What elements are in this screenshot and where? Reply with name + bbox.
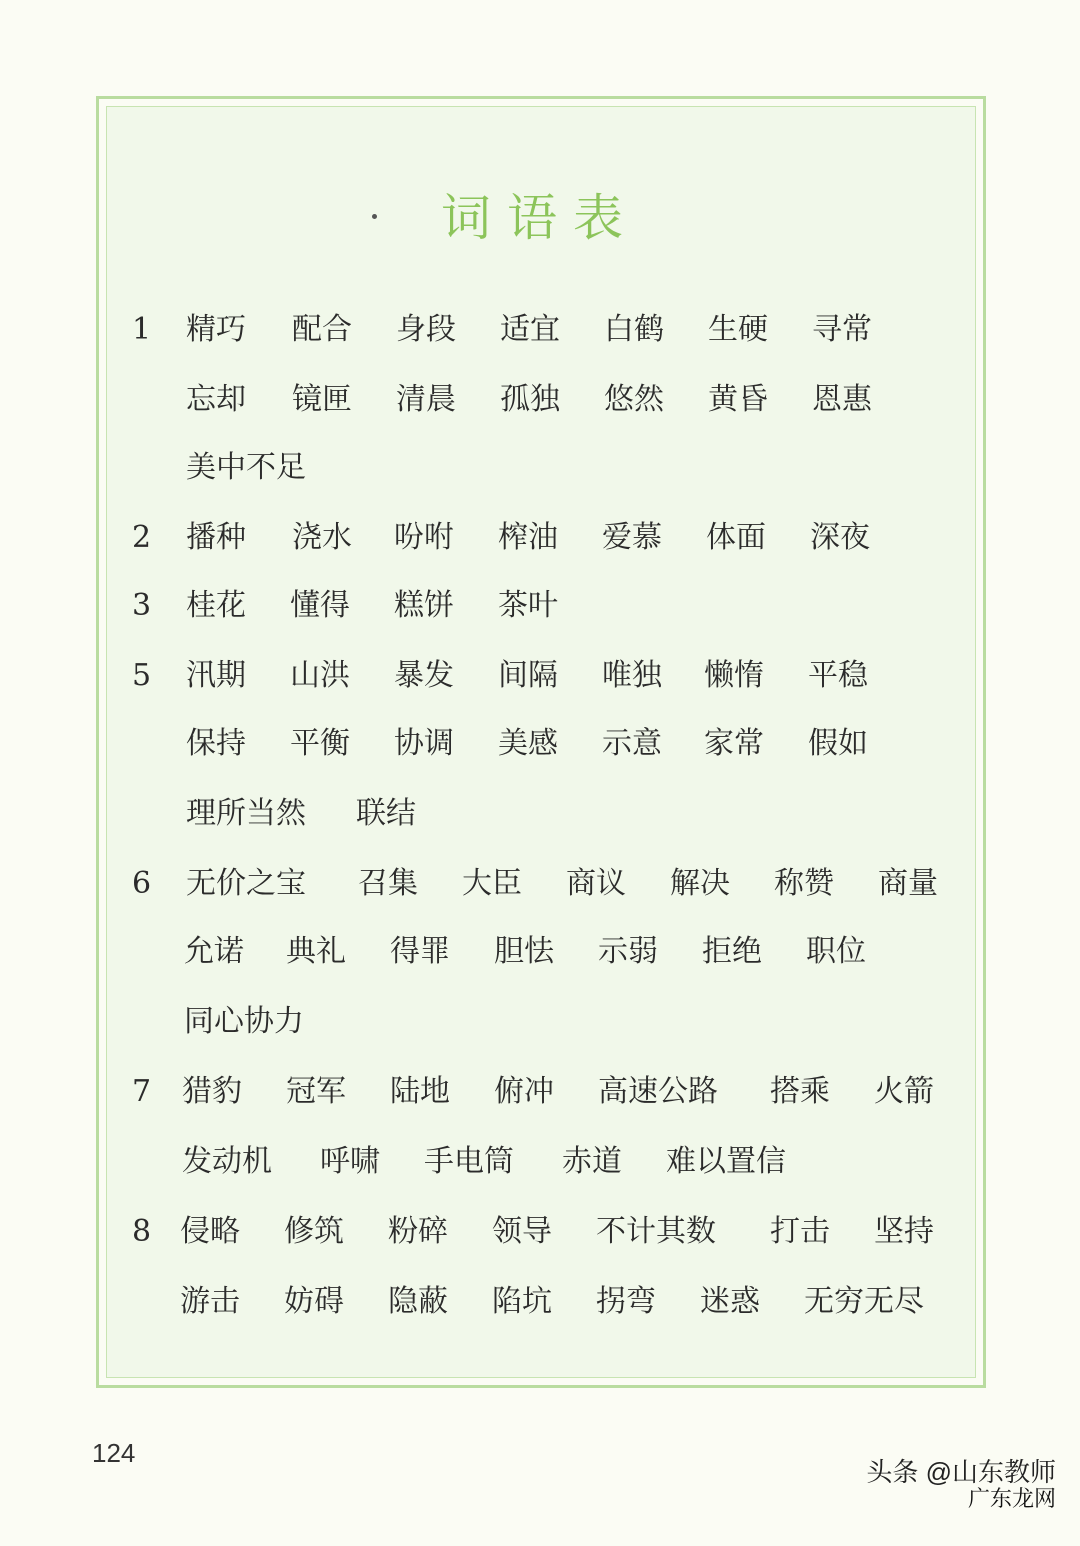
vocab-word: 商量 <box>878 866 938 901</box>
vocab-word: 俯冲 <box>494 1074 554 1109</box>
vocab-word: 理所当然 <box>186 796 306 831</box>
vocab-word: 忘却 <box>186 382 246 417</box>
vocab-word: 隐蔽 <box>388 1284 448 1319</box>
vocab-word: 精巧 <box>186 312 246 347</box>
vocab-word: 陆地 <box>390 1074 450 1109</box>
vocab-word: 配合 <box>292 312 352 347</box>
page-title: 词语表 <box>441 189 639 247</box>
vocab-word: 间隔 <box>498 658 558 693</box>
vocab-row <box>0 926 1080 978</box>
vocab-word: 坚持 <box>874 1214 934 1249</box>
vocab-word: 吩咐 <box>394 520 454 555</box>
vocab-word: 示弱 <box>598 934 658 969</box>
vocab-word: 平衡 <box>290 726 350 761</box>
vocab-word: 体面 <box>706 520 766 555</box>
vocab-word: 联结 <box>356 796 416 831</box>
vocab-word: 不计其数 <box>596 1214 716 1249</box>
vocab-word: 爱慕 <box>602 520 662 555</box>
vocab-word: 大臣 <box>462 866 522 901</box>
vocab-word: 陷坑 <box>492 1284 552 1319</box>
vocab-row <box>0 374 1080 426</box>
vocab-word: 火箭 <box>874 1074 934 1109</box>
vocab-word: 解决 <box>670 866 730 901</box>
vocab-word: 无穷无尽 <box>804 1284 924 1319</box>
vocab-word: 商议 <box>566 866 626 901</box>
vocab-word: 拐弯 <box>596 1284 656 1319</box>
vocab-row <box>0 996 1080 1048</box>
vocab-word: 山洪 <box>290 658 350 693</box>
lesson-number: 8 <box>132 1214 152 1249</box>
vocab-word: 无价之宝 <box>186 866 306 901</box>
vocab-word: 糕饼 <box>394 588 454 623</box>
vocab-word: 手电筒 <box>424 1144 514 1179</box>
watermark-line2: 广东龙网 <box>967 1486 1056 1511</box>
vocab-row <box>0 718 1080 770</box>
speck-mark <box>372 214 377 219</box>
vocab-word: 寻常 <box>812 312 872 347</box>
vocab-word: 打击 <box>770 1214 830 1249</box>
vocab-row <box>0 512 1080 564</box>
page-number: 124 <box>92 1438 136 1468</box>
vocab-row <box>0 304 1080 356</box>
lesson-number: 2 <box>132 520 152 555</box>
vocab-word: 生硬 <box>708 312 768 347</box>
vocab-word: 冠军 <box>286 1074 346 1109</box>
vocab-word: 榨油 <box>498 520 558 555</box>
vocab-word: 协调 <box>394 726 454 761</box>
lesson-number: 6 <box>132 866 152 901</box>
vocab-row <box>0 788 1080 840</box>
vocab-word: 搭乘 <box>770 1074 830 1109</box>
vocab-word: 美感 <box>498 726 558 761</box>
vocab-word: 桂花 <box>186 588 246 623</box>
vocab-word: 侵略 <box>180 1214 240 1249</box>
vocab-word: 平稳 <box>808 658 868 693</box>
vocab-word: 浇水 <box>292 520 352 555</box>
vocab-row <box>0 858 1080 910</box>
vocab-word: 假如 <box>808 726 868 761</box>
lesson-number: 3 <box>132 588 152 623</box>
vocab-word: 职位 <box>806 934 866 969</box>
vocab-word: 懒惰 <box>704 658 764 693</box>
vocab-row <box>0 650 1080 702</box>
vocab-word: 典礼 <box>286 934 346 969</box>
vocab-word: 懂得 <box>290 588 350 623</box>
vocab-word: 适宜 <box>500 312 560 347</box>
lesson-number: 5 <box>132 658 152 693</box>
vocab-word: 称赞 <box>774 866 834 901</box>
vocab-word: 唯独 <box>602 658 662 693</box>
vocab-word: 允诺 <box>184 934 244 969</box>
vocab-word: 游击 <box>180 1284 240 1319</box>
vocab-word: 黄昏 <box>708 382 768 417</box>
vocab-word: 茶叶 <box>498 588 558 623</box>
vocab-word: 暴发 <box>394 658 454 693</box>
vocab-word: 身段 <box>396 312 456 347</box>
vocab-word: 粉碎 <box>388 1214 448 1249</box>
vocab-word: 修筑 <box>284 1214 344 1249</box>
vocab-word: 保持 <box>186 726 246 761</box>
vocab-word: 家常 <box>704 726 764 761</box>
vocab-word: 迷惑 <box>700 1284 760 1319</box>
vocab-word: 恩惠 <box>812 382 872 417</box>
lesson-number: 7 <box>132 1074 152 1109</box>
vocab-word: 发动机 <box>182 1144 272 1179</box>
vocab-word: 悠然 <box>604 382 664 417</box>
vocab-word: 播种 <box>186 520 246 555</box>
vocab-word: 赤道 <box>562 1144 622 1179</box>
watermark <box>866 1452 1056 1511</box>
vocab-word: 领导 <box>492 1214 552 1249</box>
lesson-number: 1 <box>132 312 152 347</box>
vocab-word: 高速公路 <box>598 1074 718 1109</box>
vocab-word: 呼啸 <box>320 1144 380 1179</box>
vocab-word: 白鹤 <box>604 312 664 347</box>
vocab-word: 难以置信 <box>666 1144 786 1179</box>
vocab-word: 妨碍 <box>284 1284 344 1319</box>
vocab-word: 同心协力 <box>184 1004 304 1039</box>
vocab-row <box>0 1066 1080 1118</box>
vocab-word: 美中不足 <box>186 450 306 485</box>
vocab-row <box>0 1136 1080 1188</box>
vocab-word: 示意 <box>602 726 662 761</box>
vocab-word: 拒绝 <box>702 934 762 969</box>
vocab-word: 猎豹 <box>182 1074 242 1109</box>
vocab-word: 镜匣 <box>292 382 352 417</box>
vocab-row <box>0 580 1080 632</box>
vocab-word: 深夜 <box>810 520 870 555</box>
vocab-word: 得罪 <box>390 934 450 969</box>
vocab-row <box>0 1276 1080 1328</box>
vocab-word: 清晨 <box>396 382 456 417</box>
vocab-word: 汛期 <box>186 658 246 693</box>
watermark-line1: 头条 @山东教师 <box>866 1457 1056 1487</box>
vocab-row <box>0 442 1080 494</box>
vocab-row <box>0 1206 1080 1258</box>
vocab-word: 召集 <box>358 866 418 901</box>
vocab-word: 胆怯 <box>494 934 554 969</box>
vocab-word: 孤独 <box>500 382 560 417</box>
